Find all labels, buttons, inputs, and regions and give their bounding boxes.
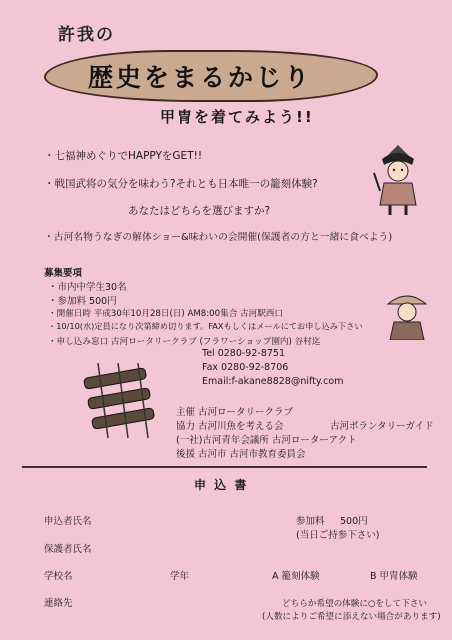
eel-skewer-illustration xyxy=(78,363,163,441)
option-a: A 籠刻体験 xyxy=(272,571,320,582)
contact-label: 連絡先 xyxy=(44,598,73,609)
guardian-label: 保護者氏名 xyxy=(44,544,92,555)
form-title: 申 込 書 xyxy=(194,478,249,492)
tel-text: Tel 0280-92-8751 xyxy=(202,348,285,359)
page-subtitle: 甲冑を着てみよう!! xyxy=(160,108,314,126)
kicker-text: 許我の xyxy=(58,25,115,45)
fax-text: Fax 0280-92-8706 xyxy=(202,362,289,373)
recruit-item: ・参加料 500円 xyxy=(48,296,117,307)
fee-label: 参加料 xyxy=(296,516,325,527)
applicant-label: 申込者氏名 xyxy=(44,516,92,527)
bullet-3: ・古河名物うなぎの解体ショー&味わいの会開催(保護者の方と一緒に食べよう) xyxy=(44,232,393,243)
recruit-heading: 募集要項 xyxy=(44,268,83,279)
coop-text-3: (一社)古河青年会議所 古河ローターアクト xyxy=(176,435,357,446)
bullet-1: ・七福神めぐりでHAPPYをGET!! xyxy=(44,150,203,162)
choice-note-2: (人数によりご希望に添えない場合があります) xyxy=(262,612,441,622)
recruit-item: ・市内中学生30名 xyxy=(48,282,127,293)
fee-value: 500円 xyxy=(340,516,368,527)
section-divider xyxy=(22,466,427,468)
recruit-item: ・申し込み窓口 古河ロータリークラブ (フラワーショップ園内) 谷村迄 xyxy=(48,337,321,347)
bullet-question: あなたはどちらを選びますか? xyxy=(128,205,271,217)
choice-note: どちらか希望の体験に○をして下さい xyxy=(282,599,427,609)
option-b: B 甲冑体験 xyxy=(370,571,418,582)
email-text: Email:f-akane8828@nifty.com xyxy=(202,376,344,387)
support-text: 後援 古河市 古河市教育委員会 xyxy=(176,449,306,460)
coop-text-2: 古河ボランタリーガイド xyxy=(330,421,434,432)
coop-text: 協力 古河川魚を考える会 xyxy=(176,421,284,432)
samurai-illustration xyxy=(368,143,428,218)
recruit-item: ・開催日時 平成30年10月28日(日) AM8:00集合 古河駅西口 xyxy=(48,309,283,319)
host-text: 主催 古河ロータリークラブ xyxy=(176,407,294,418)
school-label: 学校名 xyxy=(44,571,73,582)
page-title: 歴史をまるかじり xyxy=(88,63,313,92)
bullet-2: ・戦国武将の気分を味わう?それとも日本唯一の籠刻体験? xyxy=(44,178,318,190)
recruit-item: ・10/10(水)定員になり次第締め切ります。FAXもしくはメールにてお申し込み下さい xyxy=(48,321,363,331)
grade-label: 学年 xyxy=(170,571,190,582)
traveler-illustration xyxy=(384,290,430,340)
fee-note: (当日ご持参下さい) xyxy=(296,530,380,541)
